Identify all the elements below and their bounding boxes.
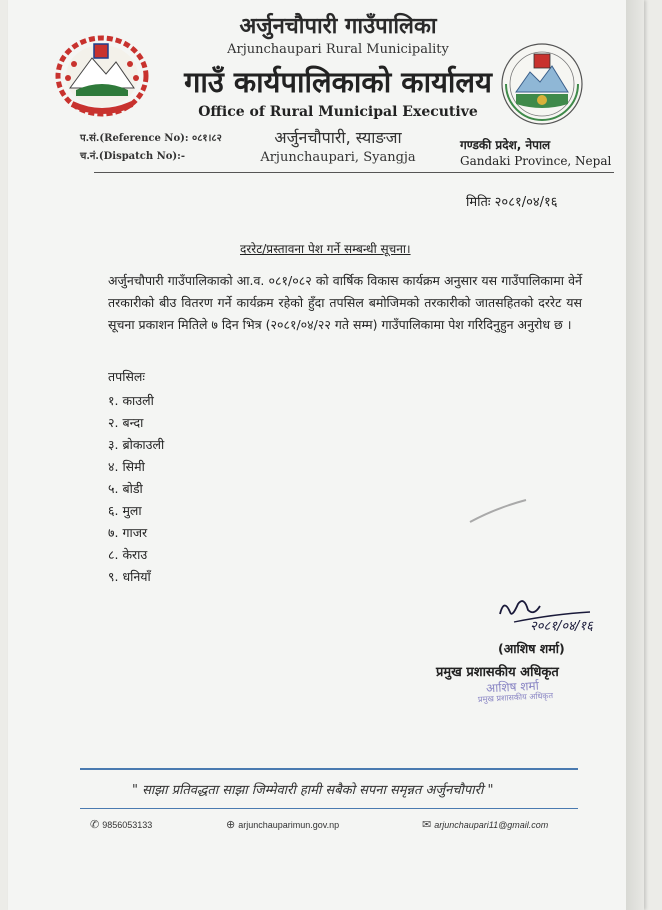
letter-body: अर्जुनचौपारी गाउँपालिकाको आ.व. ०८१/०८२ को वार्षिक विकास कार्यक्रम अनुसार यस गाउँपालिकामा वेर्ने तरकारीको बीउ वितरण गर्ने कार्यक्रम रहेको हुँदा तपसिल बमोजिमको तरकारीको जातसहितको दररेट यस सूचना प्रकाशन मितिले ७ दिन भित्र (२०८१/०४/२२ गते सम्म) गाउँपालिकामा पेश गरिदिनुहुन अनुरोध छ । [108,273,582,332]
paper-edge [626,0,644,910]
website-link[interactable]: arjunchauparimun.gov.np [238,820,340,830]
reference-number: प.सं.(Reference No): ०८१।८२ [80,133,222,144]
stamp-title: प्रमुख प्रशासकीय अधिकृत [477,691,554,704]
footer-email [422,818,548,831]
list-item: १. काउली [108,393,154,408]
office-name-np: गाउँ कार्यपालिकाको कार्यालय [184,65,492,99]
handwritten-signature-icon [494,592,594,638]
footer-divider-top [80,768,578,770]
list-item: २. बन्दा [108,415,144,430]
office-name-en: Office of Rural Municipal Executive [198,104,478,120]
letter-page [8,0,644,910]
list-item: ७. गाजर [108,525,148,540]
stamp-name: आशिष शर्मा [485,678,540,696]
nepal-emblem-icon [54,34,150,120]
letter-date: मितिः २०८१/०४/१६ [466,195,558,210]
dispatch-number: च.नं.(Dispatch No):- [80,151,186,162]
list-title: तपसिलः [108,369,145,384]
footer-website [226,818,339,831]
mail-icon: ✉ [422,819,432,831]
list-item: ८. केराउ [108,547,148,562]
location-en: Arjunchaupari, Syangja [260,150,416,165]
footer-slogan: " साझा प्रतिवद्धता साझा जिम्मेवारी हामी सबैको सपना समृन्नत अर्जुनचौपारी " [132,783,494,798]
pen-mark-icon [466,498,530,526]
list-item: ९. धनियाँ [108,569,151,584]
municipality-name-np: अर्जुनचौपारी गाउँपालिका [239,14,437,39]
province-np: गण्डकी प्रदेश, नेपाल [460,138,551,152]
list-item: ५. बोडी [108,481,143,496]
phone-icon: ✆ [90,819,100,831]
location-np: अर्जुनचौपारी, स्याङजा [274,128,402,147]
globe-icon: ⊕ [226,819,236,831]
list-item: ४. सिमी [108,459,145,474]
vegetable-list [108,390,164,588]
list-item: ६. मुला [108,503,142,518]
footer-divider-bottom [80,808,578,809]
signatory-title: प्रमुख प्रशासकीय अधिकृत [436,665,559,680]
municipality-name-en: Arjunchaupari Rural Municipality [227,42,449,57]
footer-phone [90,818,152,831]
province-en: Gandaki Province, Nepal [460,154,612,168]
signatory-name: (आशिष शर्मा) [498,641,565,656]
email-link[interactable]: arjunchaupari11@gmail.com [434,820,549,830]
letter-subject: दररेट/प्रस्तावना पेश गर्ने सम्बन्धी सूचना। [240,242,411,256]
phone-number: 9856053133 [102,820,153,830]
header-divider [94,172,614,173]
handwritten-date: २०८१/०४/१६ [530,619,593,634]
list-item: ३. ब्रोकाउली [108,437,165,452]
